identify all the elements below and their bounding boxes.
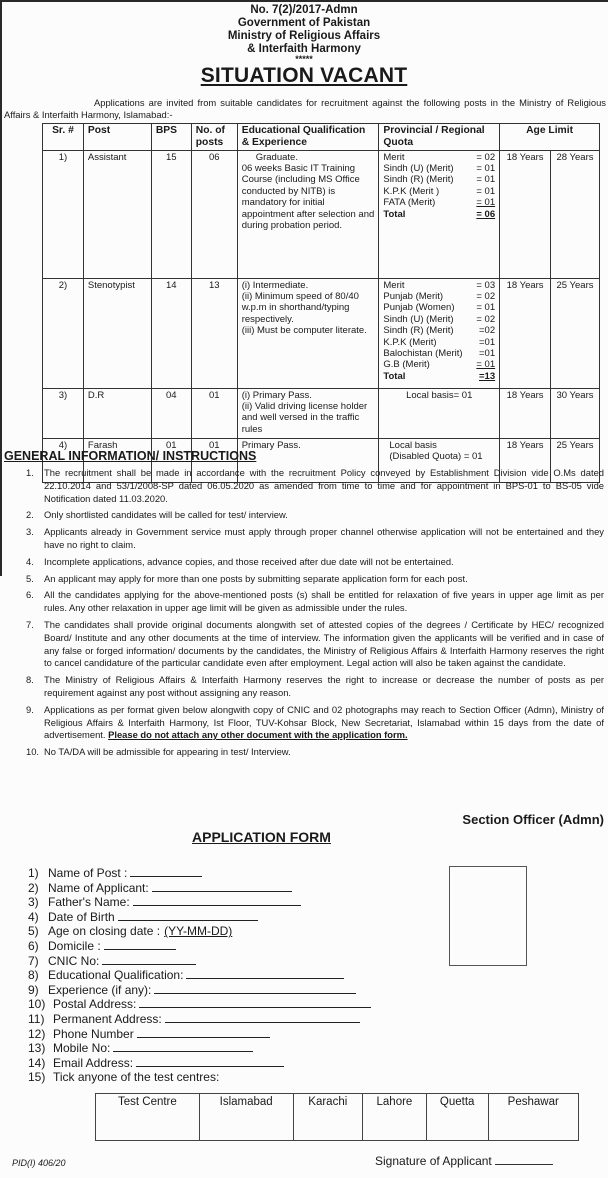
list-item-number: 4. xyxy=(26,555,34,567)
test-centre-option-quetta[interactable]: Quetta xyxy=(426,1094,488,1141)
test-centre-option-islamabad[interactable]: Islamabad xyxy=(199,1094,293,1141)
applicant-signature xyxy=(375,1154,553,1168)
quota-total-value: = 06 xyxy=(476,208,496,220)
quota-line xyxy=(383,314,495,325)
pid-number: PID(I) 406/20 xyxy=(12,1158,66,1168)
form-field-number: 9) xyxy=(28,982,39,997)
form-field-number: 1) xyxy=(28,866,39,880)
cell-age-min: 18 Years xyxy=(500,438,551,482)
form-field-label: Date of Birth xyxy=(48,909,115,924)
form-field-input[interactable] xyxy=(118,910,258,921)
government-name: Government of Pakistan xyxy=(237,17,371,29)
quota-value: =02 xyxy=(479,325,496,337)
form-field-label: CNIC No: xyxy=(48,953,100,968)
quota-label: Sindh (R) (Merit) xyxy=(383,174,454,186)
quota-value: = 01 xyxy=(476,174,496,186)
cell-age-min: 18 Years xyxy=(500,150,551,278)
form-field-label: Domicile : xyxy=(48,938,101,953)
cell-bps: 01 xyxy=(151,438,191,482)
form-field-number: 13) xyxy=(28,1041,46,1056)
quota-line xyxy=(383,174,495,185)
form-field-input[interactable] xyxy=(152,881,292,892)
cell-age-min: 18 Years xyxy=(500,278,551,388)
qualification-line: Primary Pass. xyxy=(241,439,301,451)
quota-label: Sindh (U) (Merit) xyxy=(383,163,454,174)
list-item xyxy=(26,467,604,505)
list-item-number: 2. xyxy=(26,509,34,521)
form-field-input[interactable] xyxy=(130,866,202,877)
form-field-label: Name of Applicant: xyxy=(48,880,149,895)
list-item xyxy=(26,526,604,552)
list-item-body: Applications as per format given below alongwith copy of CNIC and 02 photographs may reach to Section Officer (Admn), Ministry of Religious Affairs & Interfaith Harmony, Ist Floor, TUV-Kohsar Block, New Secretariat, Islamabad within 15 days from the date of advertisement. xyxy=(44,703,604,741)
cell-num-posts: 06 xyxy=(191,150,237,278)
form-field xyxy=(28,1041,371,1056)
intro-paragraph: Applications are invited from suitable candidates for recruitment against the following posts in the Ministry of Religious Affairs & Interfaith Harmony, Islamabad:- xyxy=(4,97,606,120)
form-field xyxy=(28,983,371,998)
cell-qualification xyxy=(237,150,379,278)
qualification-line: (ii) Minimum speed of 80/40 w.p.m in shorthand/typing respectively. xyxy=(241,291,359,325)
quota-line xyxy=(383,163,495,174)
quota-value: = 02 xyxy=(476,151,496,163)
quota-value: = 01 xyxy=(476,185,496,197)
list-item-body: The candidates shall provide original documents alongwith set of attested copies of the degrees / Certificate by HEC/ recognized Board/ Institute and any other documents at the time of interview. The information given the applicants will be verified and in case of any false or forged information/ documents by the candidates, the Ministry of Religious Affairs & Interfaith Harmony reserves the right to cancel candidature of the particular candidate even after employment. Legal action will also be taken against the candidate. xyxy=(44,618,604,669)
quota-value: =01 xyxy=(479,336,496,348)
cell-num-posts: 01 xyxy=(191,388,237,438)
cell-age-max: 30 Years xyxy=(551,388,600,438)
general-info-heading: GENERAL INFORMATION/ INSTRUCTIONS xyxy=(4,449,257,463)
cell-num-posts: 13 xyxy=(191,278,237,388)
form-field-label: Tick anyone of the test centres: xyxy=(53,1070,220,1085)
form-field-label: Postal Address: xyxy=(53,997,137,1012)
photo-box xyxy=(449,866,527,966)
cell-post: D.R xyxy=(83,388,151,438)
reference-number: No. 7(2)/2017-Admn xyxy=(250,4,358,16)
list-item xyxy=(26,509,604,522)
form-field-input[interactable] xyxy=(165,1012,360,1023)
quota-value: = 01 xyxy=(476,359,496,371)
list-item-text xyxy=(44,704,604,742)
qualification-line: 06 weeks Basic IT Training Course (including MS Office conducted by NITB) is mandatory for initial appointment after selection and during probation period. xyxy=(241,163,375,232)
quota-value: = 02 xyxy=(476,291,496,302)
form-field xyxy=(28,881,371,896)
form-field-hint: (YY-MM-DD) xyxy=(164,924,233,939)
cell-qualification xyxy=(237,388,379,438)
form-field-number: 6) xyxy=(28,938,39,953)
cell-bps: 15 xyxy=(151,150,191,278)
quota-label: Merit xyxy=(383,151,405,163)
list-item-number: 6. xyxy=(26,589,34,601)
qualification-line: (ii) Valid driving license holder and well versed in the traffic rules xyxy=(241,401,368,435)
list-item-number: 8. xyxy=(26,674,34,686)
table-row xyxy=(43,388,600,438)
list-item-body: No TA/DA will be admissible for appearing in test/ Interview. xyxy=(44,746,291,758)
cell-bps: 14 xyxy=(151,278,191,388)
test-centre-option-karachi[interactable]: Karachi xyxy=(293,1094,362,1141)
general-info-list xyxy=(26,467,604,763)
quota-line xyxy=(383,348,495,359)
list-item-number: 9. xyxy=(26,703,34,715)
header-quota: Provincial / Regional Quota xyxy=(379,124,500,151)
cell-quota xyxy=(379,388,500,438)
list-item-body: Only shortlisted candidates will be called for test/ interview. xyxy=(44,509,288,521)
qualification-line: (i) Primary Pass. xyxy=(241,389,312,401)
header-num-posts: No. of posts xyxy=(191,124,237,151)
quota-label: K.P.K (Merit) xyxy=(383,336,437,348)
quota-total xyxy=(383,209,495,220)
form-field-input[interactable] xyxy=(133,895,301,906)
cell-post: Stenotypist xyxy=(83,278,151,388)
cell-age-min: 18 Years xyxy=(500,388,551,438)
list-item xyxy=(26,674,604,700)
test-centre-table xyxy=(95,1093,579,1141)
list-item-text xyxy=(44,556,604,569)
list-item-number: 1. xyxy=(26,467,34,478)
header-post: Post xyxy=(83,124,151,151)
form-field-number: 4) xyxy=(28,909,39,924)
test-centre-label: Test Centre xyxy=(96,1094,200,1141)
form-field xyxy=(28,968,371,983)
form-field xyxy=(28,1027,371,1042)
cell-post: Farash xyxy=(83,438,151,482)
form-field-input[interactable] xyxy=(154,983,356,994)
cell-bps: 04 xyxy=(151,388,191,438)
quota-total-label: Total xyxy=(383,208,406,220)
quota-label: FATA (Merit) xyxy=(383,197,436,209)
cell-age-max: 25 Years xyxy=(551,278,600,388)
list-item-body: The recruitment shall be made in accordance with the recruitment Policy conveyed by Establishment Division vide O.Ms dated 22.10.2014 and 53/1/2008-SP dated 06.05.2020 as amended from time to time and for appointment in BPS-01 to BS-05 vide Notification dated 11.03.2020. xyxy=(44,467,604,504)
list-item-body: Applicants already in Government service must apply through proper channel otherwise application will not be entertained and they have no right to claim. xyxy=(44,526,604,550)
quota-value: = 03 xyxy=(476,279,496,291)
form-field-label: Permanent Address: xyxy=(53,1011,162,1026)
quota-label: Balochistan (Merit) xyxy=(383,348,463,360)
cell-post: Assistant xyxy=(83,150,151,278)
form-field-number: 2) xyxy=(28,880,39,895)
list-item-emphasis: Please do not attach any other document with the application form. xyxy=(108,729,408,741)
page-title: SITUATION VACANT xyxy=(200,64,408,87)
ministry-line-1: Ministry of Religious Affairs xyxy=(227,30,381,42)
quota-value: =01 xyxy=(479,348,496,360)
form-field-number: 3) xyxy=(28,895,39,910)
quota-line xyxy=(383,152,495,163)
quota-value: = 01 xyxy=(476,163,496,174)
test-centre-header-row xyxy=(96,1094,579,1141)
quota-line xyxy=(383,302,495,313)
form-field-label: Name of Post : xyxy=(48,866,128,880)
table-row xyxy=(43,150,600,278)
signature-label: Signature of Applicant xyxy=(375,1154,492,1168)
list-item-text xyxy=(44,619,604,670)
list-item-text xyxy=(44,674,604,700)
application-form-title: APPLICATION FORM xyxy=(192,829,331,845)
form-field xyxy=(28,910,371,925)
qualification-line: (iii) Must be computer literate. xyxy=(241,325,367,337)
cell-sr: 4) xyxy=(43,438,84,482)
quota-label: Sindh (U) (Merit) xyxy=(383,313,454,325)
header-qualification: Educational Qualification & Experience xyxy=(237,124,379,151)
form-field-label: Email Address: xyxy=(53,1055,134,1070)
quota-total-label: Total xyxy=(383,370,406,382)
form-field-label: Age on closing date : xyxy=(48,924,161,939)
cell-age-max: 25 Years xyxy=(551,438,600,482)
header-sr: Sr. # xyxy=(43,124,84,151)
list-item-text xyxy=(44,746,604,759)
form-field-input[interactable] xyxy=(186,968,344,979)
cell-age-max: 28 Years xyxy=(551,150,600,278)
cell-qualification xyxy=(237,278,379,388)
list-item-text xyxy=(44,589,604,615)
quota-text-line: Local basis xyxy=(389,439,437,451)
cell-quota xyxy=(379,278,500,388)
form-field-label: Educational Qualification: xyxy=(48,968,184,983)
form-field-input[interactable] xyxy=(139,997,371,1008)
form-field xyxy=(28,939,371,954)
form-field-number: 14) xyxy=(28,1055,46,1070)
cell-quota xyxy=(379,150,500,278)
list-item xyxy=(26,556,604,569)
cell-num-posts: 01 xyxy=(191,438,237,482)
cell-sr: 3) xyxy=(43,388,84,438)
quota-value: = 01 xyxy=(476,197,496,209)
form-field xyxy=(28,997,371,1012)
form-field-input[interactable] xyxy=(137,1027,270,1038)
quota-label: Punjab (Women) xyxy=(383,302,455,314)
form-field-number: 10) xyxy=(28,997,46,1012)
list-item-number: 3. xyxy=(26,526,34,538)
list-item-text xyxy=(44,467,604,505)
quota-line xyxy=(383,359,495,370)
list-item-body: All the candidates applying for the above-mentioned posts (s) shall be entitled for relaxation of five years in upper age limit as per rules. Any other relaxation in upper age limit will be given as admissible under the rules. xyxy=(44,589,604,614)
qualification-line: Graduate. xyxy=(255,151,298,163)
quota-value: = 01 xyxy=(476,302,496,314)
quota-value: = 02 xyxy=(476,313,496,325)
quota-line xyxy=(383,197,495,208)
table-header-row xyxy=(43,124,600,151)
form-field xyxy=(28,1070,371,1085)
quota-line xyxy=(383,186,495,197)
form-field xyxy=(28,1056,371,1071)
list-item-text xyxy=(44,526,604,552)
form-field xyxy=(28,1012,371,1027)
form-field-number: 7) xyxy=(28,953,39,968)
cell-sr: 2) xyxy=(43,278,84,388)
header-bps: BPS xyxy=(151,124,191,151)
form-field-number: 8) xyxy=(28,968,39,983)
list-item xyxy=(26,619,604,670)
form-field xyxy=(28,924,371,939)
quota-line xyxy=(383,337,495,348)
list-item xyxy=(26,704,604,742)
quota-total-value: =13 xyxy=(479,370,496,382)
form-field-label: Experience (if any): xyxy=(48,982,152,997)
quota-label: K.P.K (Merit ) xyxy=(383,185,440,197)
list-item-text xyxy=(44,509,604,522)
form-field-label: Phone Number xyxy=(53,1026,134,1041)
letterhead xyxy=(0,4,608,63)
application-form-fields xyxy=(28,866,371,1085)
ministry-line-2: & Interfaith Harmony xyxy=(247,43,361,55)
list-item-number: 10. xyxy=(26,746,40,758)
signature-blank[interactable] xyxy=(495,1155,553,1165)
list-item xyxy=(26,589,604,615)
test-centre-option-peshawar[interactable]: Peshawar xyxy=(488,1094,579,1141)
form-field xyxy=(28,954,371,969)
header-age-limit: Age Limit xyxy=(500,124,600,151)
stars-divider: ***** xyxy=(295,54,313,64)
form-field-number: 15) xyxy=(28,1070,46,1085)
form-field-label: Mobile No: xyxy=(53,1041,111,1056)
form-field-input[interactable] xyxy=(113,1041,253,1052)
quota-label: Sindh (R) (Merit) xyxy=(383,325,454,337)
list-item xyxy=(26,573,604,586)
form-field-input[interactable] xyxy=(102,954,196,965)
list-item-number: 7. xyxy=(26,618,34,630)
quota-line xyxy=(383,325,495,336)
form-field-number: 11) xyxy=(28,1011,45,1026)
posts-table xyxy=(42,123,600,483)
form-field-label: Father's Name: xyxy=(48,895,130,910)
quota-line xyxy=(383,280,495,291)
list-item-body: An applicant may apply for more than one posts by submitting separate application form for each post. xyxy=(44,572,468,584)
quota-text: Local basis= 01 xyxy=(406,389,473,401)
form-field-input[interactable] xyxy=(104,939,176,950)
quota-label: Punjab (Merit) xyxy=(383,291,444,302)
list-item-body: Incomplete applications, advance copies, and those received after due date will not be entertained. xyxy=(44,555,454,567)
list-item xyxy=(26,746,604,759)
form-field xyxy=(28,895,371,910)
form-field-input[interactable] xyxy=(136,1056,284,1067)
table-row xyxy=(43,278,600,388)
quota-total xyxy=(383,371,495,382)
form-field xyxy=(28,866,371,881)
quota-label: Merit xyxy=(383,279,405,291)
list-item-body: The Ministry of Religious Affairs & Interfaith Harmony reserves the right to increase or decrease the number of posts as per requirement against any post without assigning any reason. xyxy=(44,674,604,698)
quota-label: G.B (Merit) xyxy=(383,359,430,371)
section-officer-signature: Section Officer (Admn) xyxy=(462,812,604,827)
list-item-number: 5. xyxy=(26,572,34,584)
quota-line xyxy=(383,291,495,302)
list-item-text xyxy=(44,573,604,586)
scan-border-top xyxy=(0,0,608,2)
quota-text-line: (Disabled Quota) = 01 xyxy=(389,451,483,462)
test-centre-option-lahore[interactable]: Lahore xyxy=(362,1094,426,1141)
cell-sr: 1) xyxy=(43,150,84,278)
qualification-line: (i) Intermediate. xyxy=(241,279,309,291)
form-field-number: 5) xyxy=(28,924,39,939)
form-field-number: 12) xyxy=(28,1026,46,1041)
